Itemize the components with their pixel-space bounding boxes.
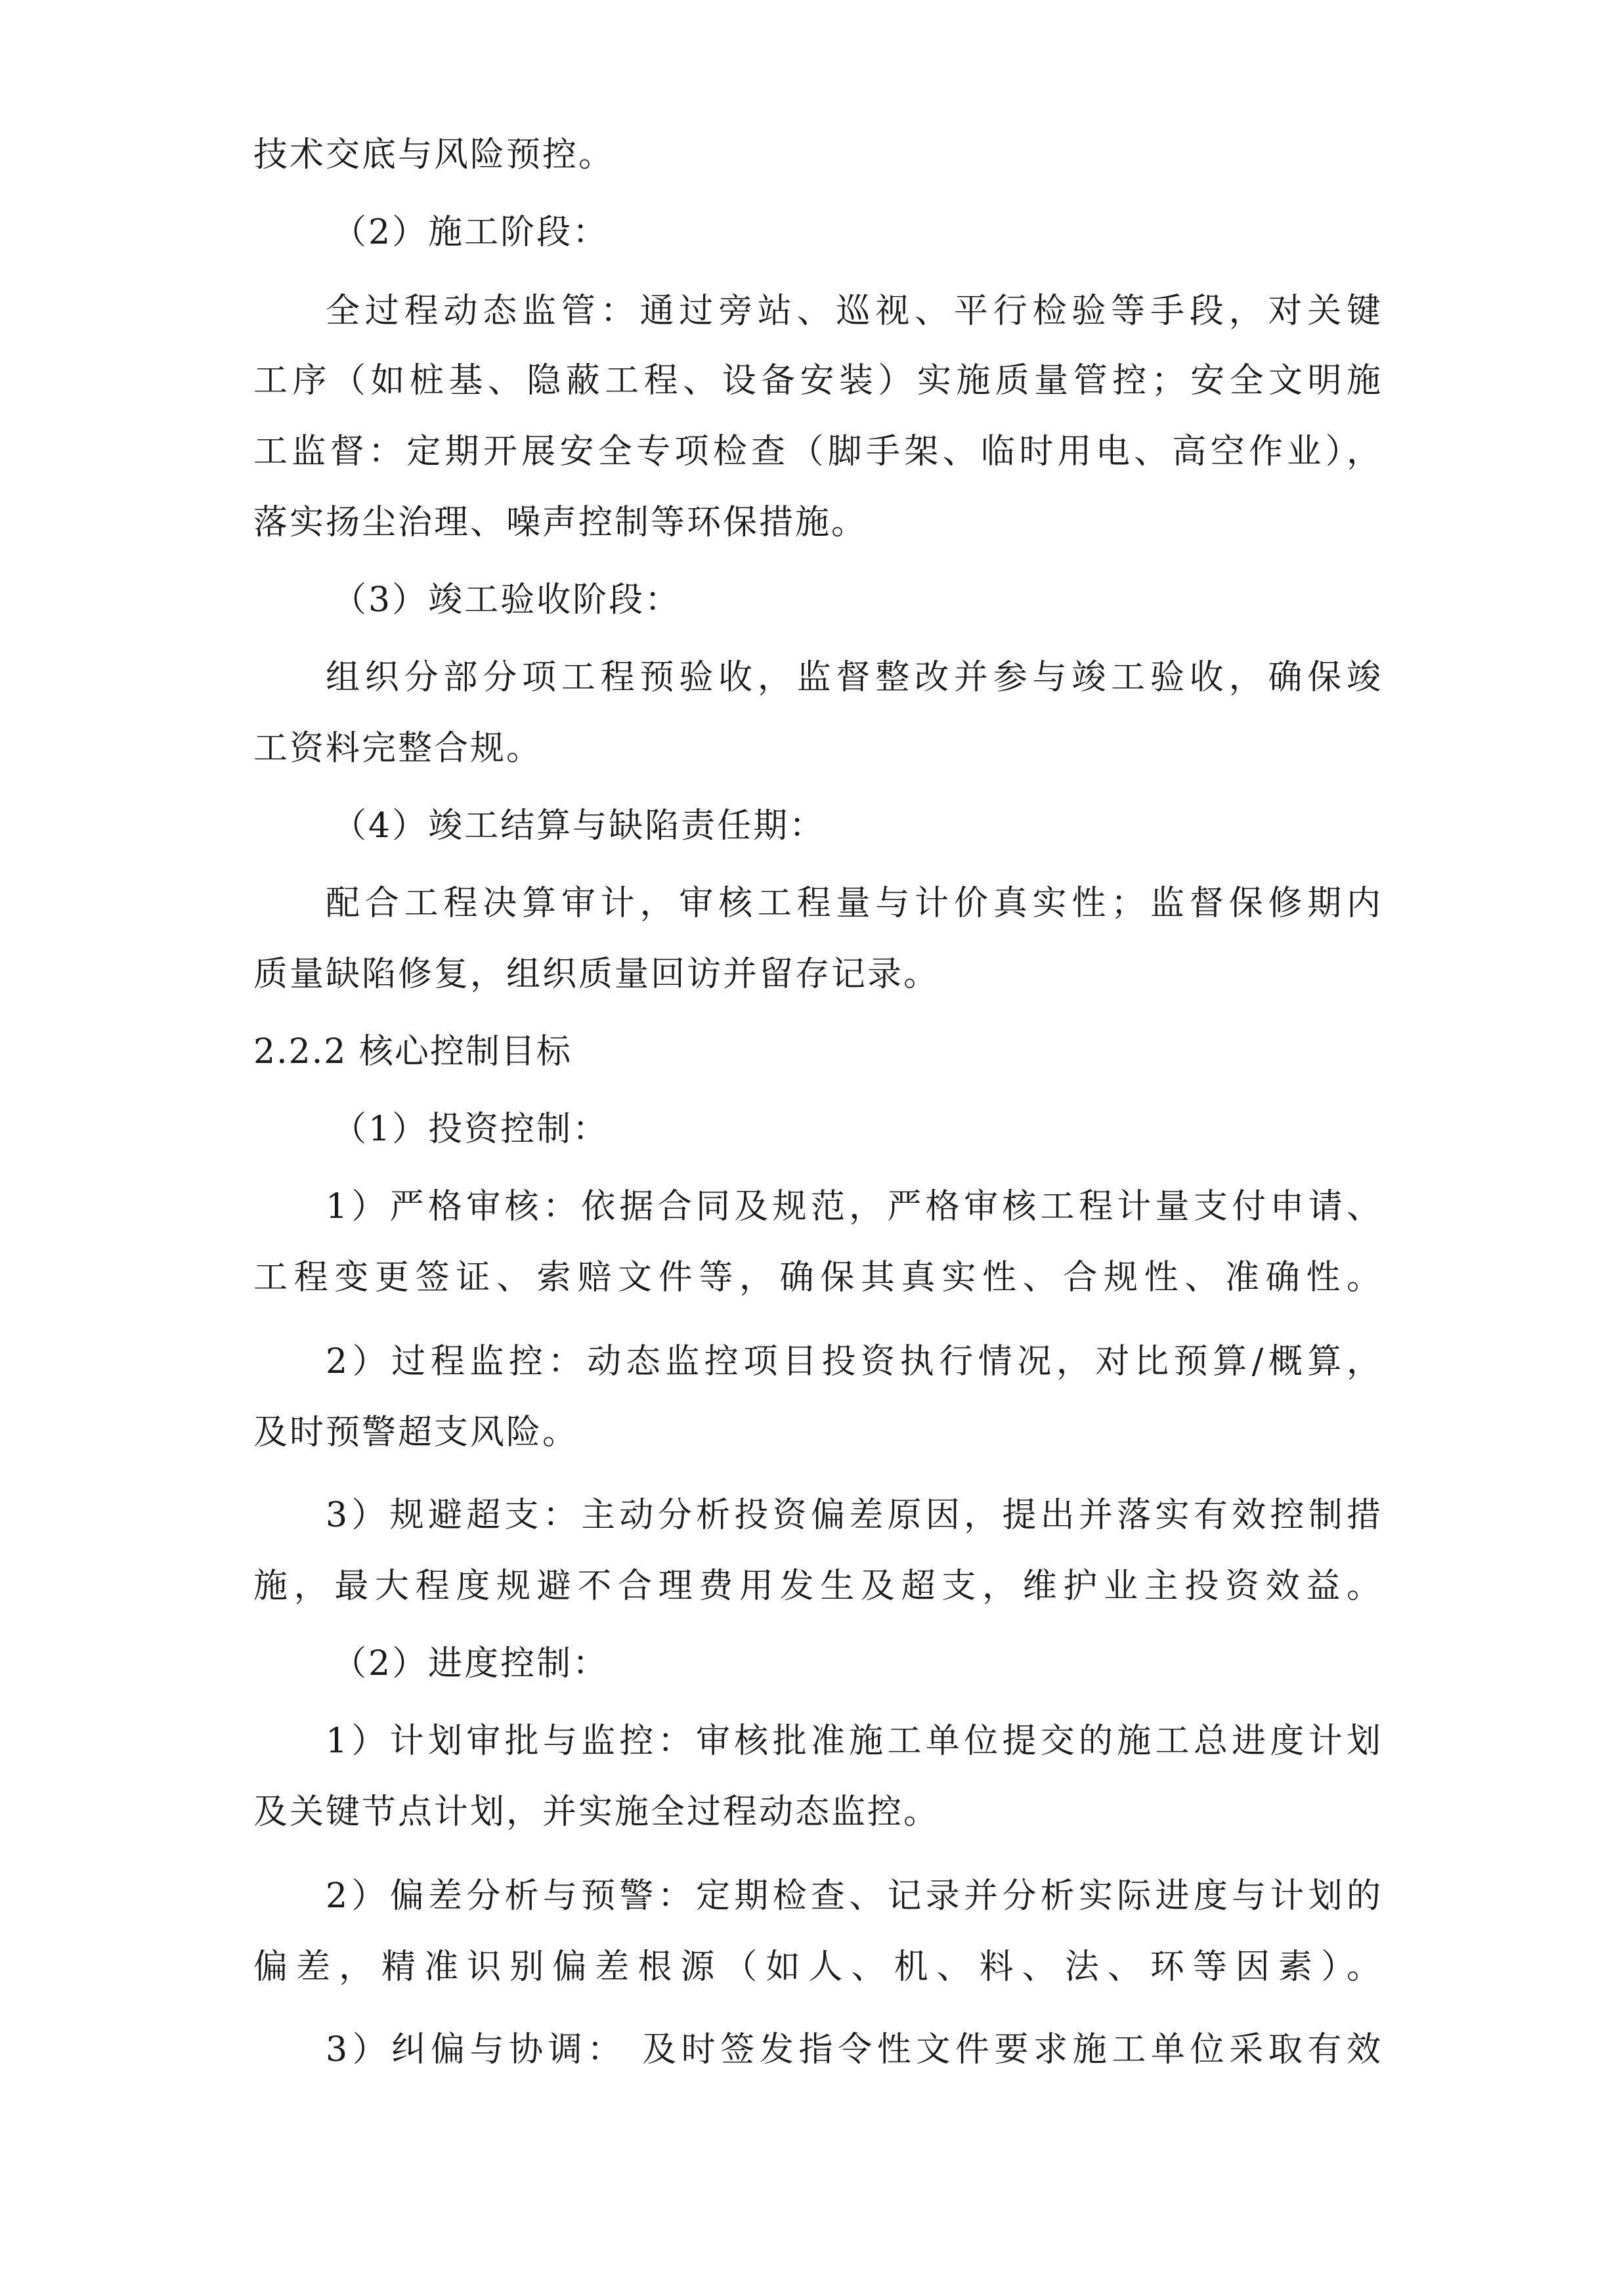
paragraph-line: 偏差，精准识别偏差根源（如人、机、料、法、环等因素）。 xyxy=(253,1947,1383,1987)
paragraph-line: 质量缺陷修复，组织质量回访并留存记录。 xyxy=(253,955,940,994)
paragraph-line: 3）规避超支：主动分析投资偏差原因，提出并落实有效控制措 xyxy=(326,1496,1383,1535)
paragraph-line: 1）严格审核：依据合同及规范，严格审核工程计量支付申请、 xyxy=(326,1187,1383,1226)
paragraph-line: 工序（如桩基、隐蔽工程、设备安装）实施质量管控；安全文明施 xyxy=(253,361,1383,401)
paragraph-line: 2）过程监控：动态监控项目投资执行情况，对比预算/概算， xyxy=(326,1342,1383,1381)
paragraph-line: 配合工程决算审计，审核工程量与计价真实性；监督保修期内 xyxy=(326,884,1383,923)
paragraph-line: 工监督：定期开展安全专项检查（脚手架、临时用电、高空作业）， xyxy=(253,432,1383,471)
subsection-heading: （2）进度控制： xyxy=(332,1644,609,1683)
section-heading: 2.2.2 核心控制目标 xyxy=(253,1032,572,1072)
paragraph-line: 工程变更签证、索赔文件等，确保其真实性、合规性、准确性。 xyxy=(253,1258,1383,1297)
paragraph-line: 3）纠偏与协调： 及时签发指令性文件要求施工单位采取有效 xyxy=(326,2030,1383,2069)
subsection-heading: （2）施工阶段： xyxy=(332,213,609,252)
subsection-heading: （3）竣工验收阶段： xyxy=(332,580,681,620)
paragraph-line: 2）偏差分析与预警：定期检查、记录并分析实际进度与计划的 xyxy=(326,1876,1383,1916)
paragraph-line: 全过程动态监管：通过旁站、巡视、平行检验等手段，对关键 xyxy=(326,292,1383,331)
paragraph-line: 落实扬尘治理、噪声控制等环保措施。 xyxy=(253,503,868,542)
paragraph-line: 1）计划审批与监控：审核批准施工单位提交的施工总进度计划 xyxy=(326,1722,1383,1761)
paragraph-line: 技术交底与风险预控。 xyxy=(253,135,615,175)
subsection-heading: （1）投资控制： xyxy=(332,1110,609,1149)
paragraph-line: 及关键节点计划，并实施全过程动态监控。 xyxy=(253,1792,940,1832)
paragraph-line: 组织分部分项工程预验收，监督整改并参与竣工验收，确保竣 xyxy=(326,658,1383,697)
subsection-heading: （4）竣工结算与缺陷责任期： xyxy=(332,806,826,846)
paragraph-line: 及时预警超支风险。 xyxy=(253,1413,579,1452)
paragraph-line: 施，最大程度规避不合理费用发生及超支，维护业主投资效益。 xyxy=(253,1567,1383,1606)
paragraph-line: 工资料完整合规。 xyxy=(253,729,543,768)
